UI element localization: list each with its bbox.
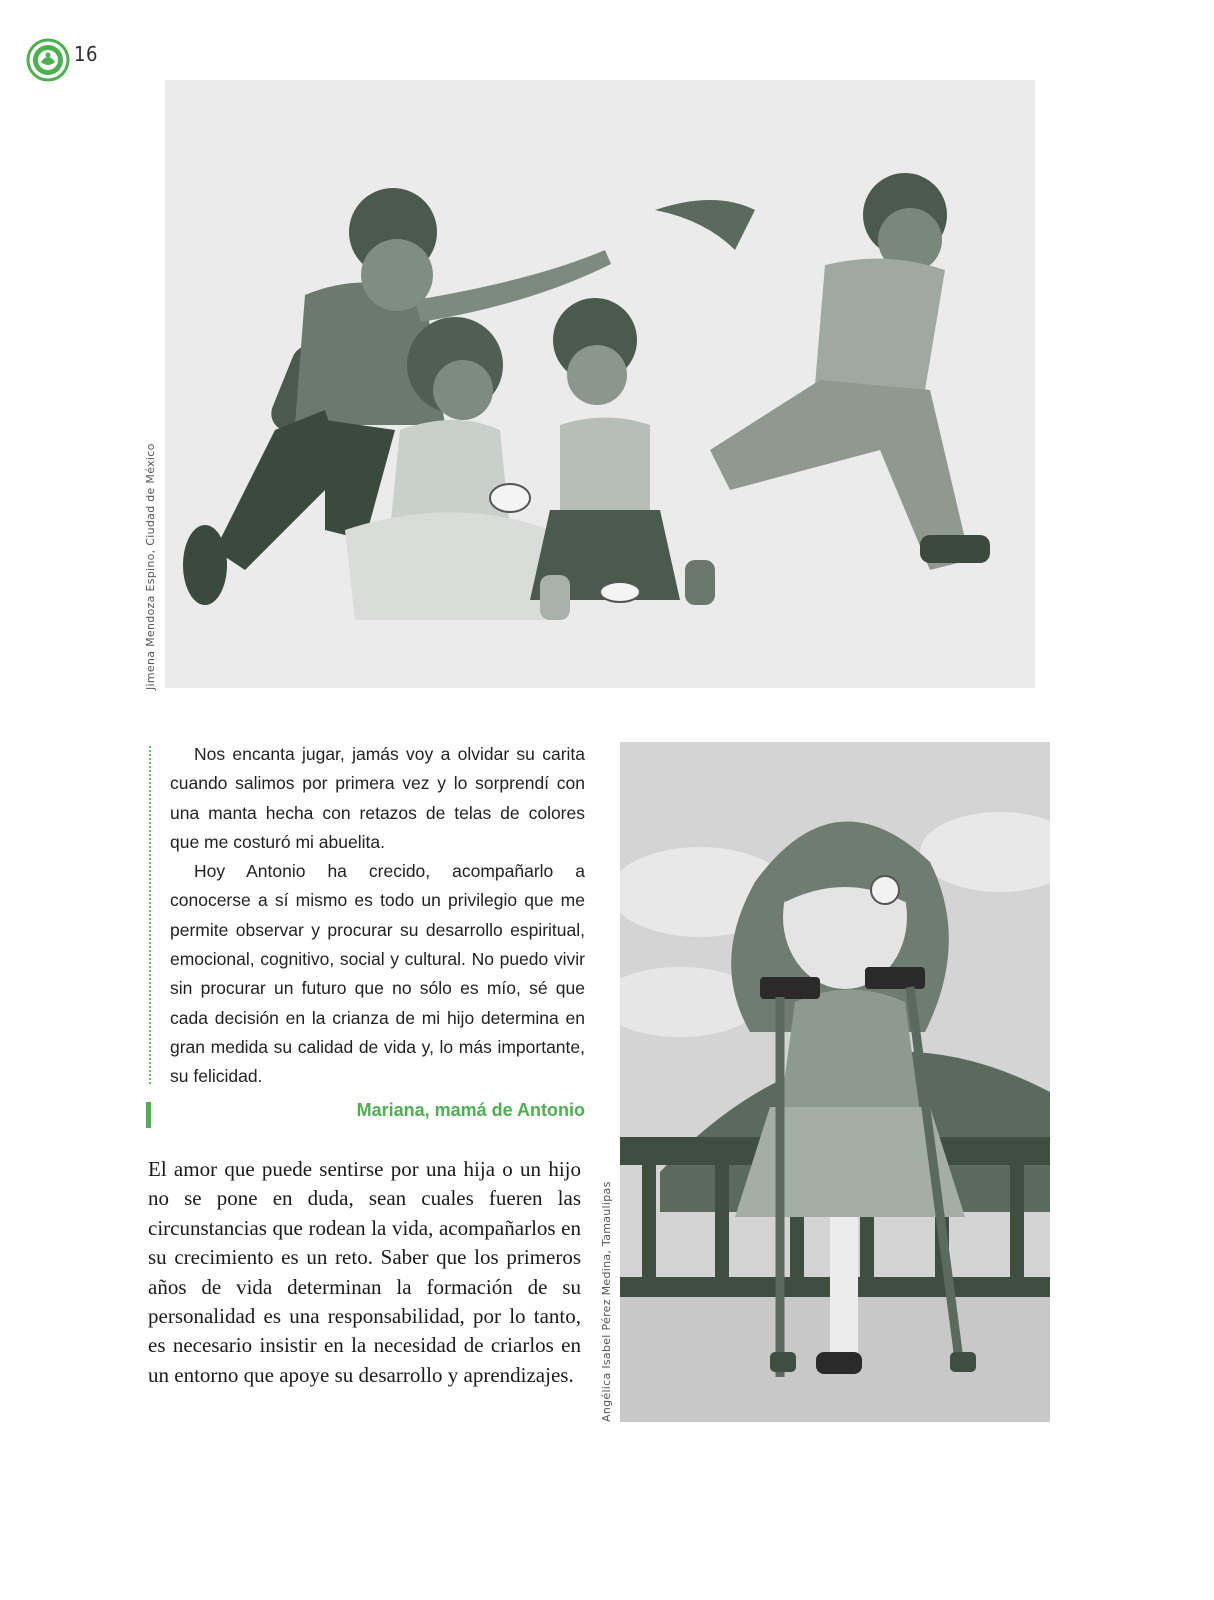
page-number: 16 [74, 42, 98, 66]
illustration-children-playing [165, 80, 1035, 688]
body-paragraph: El amor que puede sentirse por una hija o un hijo no se pone en duda, sean cuales fueren las circunstancias que rodean la vida, acompañarlos en su crecimiento es un reto. Saber que los primeros años de vida determinan la formación de su personalidad es una responsabilidad, por lo tanto, es necesario insistir en la necesidad de criarlos en un entorno que apoye su desarrollo y aprendizajes. [148, 1157, 581, 1387]
quote-accent-bar [146, 1102, 151, 1128]
testimonial-quote [170, 740, 585, 1092]
illustration-girl-with-crutches [620, 742, 1050, 1422]
top-illustration-credit: Jimena Mendoza Espino, Ciudad de México [144, 443, 157, 690]
logo-emblem-icon [26, 38, 70, 82]
quote-author: Mariana, mamá de Antonio [356, 1100, 585, 1120]
children-playing-drawing [165, 80, 1035, 688]
quote-paragraph: Hoy Antonio ha crecido, acompañarlo a conocerse a sí mismo es todo un privilegio que me permite observar y procurar su desarrollo espiritual, emocional, cognitivo, social y cultural. No puedo vivir sin procurar un futuro que no sólo es mío, sé que cada decisión en la crianza de mi hijo determina en gran medida su calidad de vida y, lo más importante, su felicidad. [170, 861, 585, 1087]
quote-dotted-rule [149, 746, 151, 1084]
page-logo [26, 38, 70, 82]
right-illustration-credit: Angélica Isabel Pérez Medina, Tamaulipas [600, 1181, 613, 1422]
quote-paragraph: Nos encanta jugar, jamás voy a olvidar su carita cuando salimos por primera vez y lo sorprendí con una manta hecha con retazos de telas de colores que me costuró mi abuelita. [170, 744, 585, 852]
girl-with-crutches-drawing [620, 742, 1050, 1422]
